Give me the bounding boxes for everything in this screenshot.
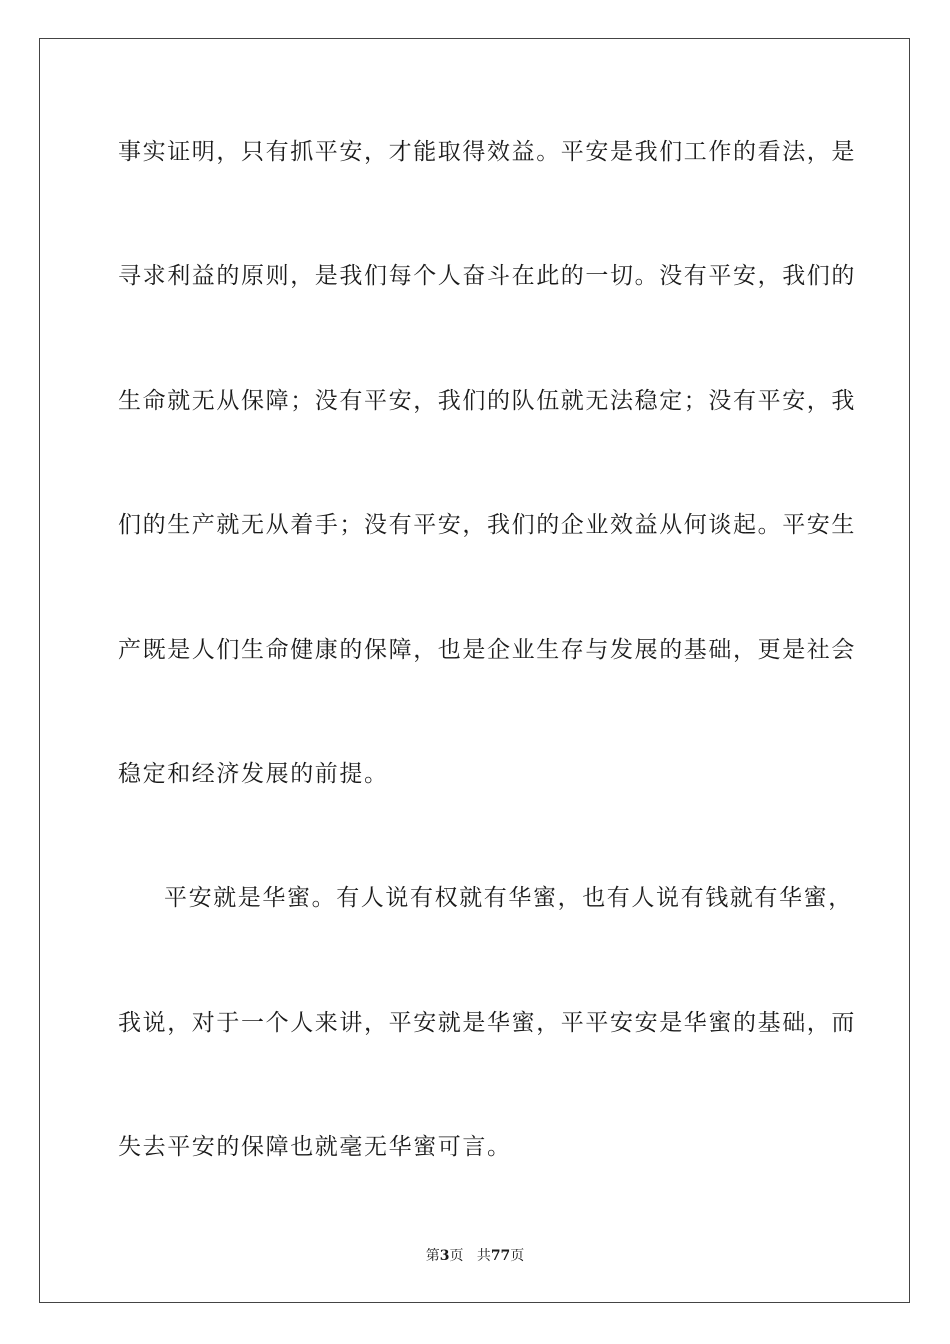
text-line-2: 寻求利益的原则，是我们每个人奋斗在此的一切。没有平安，我们的 xyxy=(118,263,856,289)
text-line-3: 生命就无从保障；没有平安，我们的队伍就无法稳定；没有平安，我 xyxy=(118,388,856,414)
text-line-4: 们的生产就无从着手；没有平安，我们的企业效益从何谈起。平安生 xyxy=(118,512,856,538)
page-prefix: 第 xyxy=(425,1248,440,1264)
total-suffix: 页 xyxy=(510,1248,525,1264)
total-pages: 77 xyxy=(490,1248,511,1264)
page-footer xyxy=(0,1247,950,1265)
total-prefix: 共 xyxy=(476,1248,491,1264)
page-suffix: 页 xyxy=(449,1248,464,1264)
text-line-1: 事实证明，只有抓平安，才能取得效益。平安是我们工作的看法，是 xyxy=(118,139,856,165)
page-number: 3 xyxy=(439,1248,450,1264)
text-line-6: 稳定和经济发展的前提。 xyxy=(118,761,389,787)
text-line-8: 我说，对于一个人来讲，平安就是华蜜，平平安安是华蜜的基础，而 xyxy=(118,1010,856,1036)
text-line-7-paragraph-start: 平安就是华蜜。有人说有权就有华蜜，也有人说有钱就有华蜜， xyxy=(164,885,853,911)
text-line-9: 失去平安的保障也就毫无华蜜可言。 xyxy=(118,1134,512,1160)
text-line-5: 产既是人们生命健康的保障，也是企业生存与发展的基础，更是社会 xyxy=(118,637,856,663)
page-border xyxy=(39,38,910,1303)
